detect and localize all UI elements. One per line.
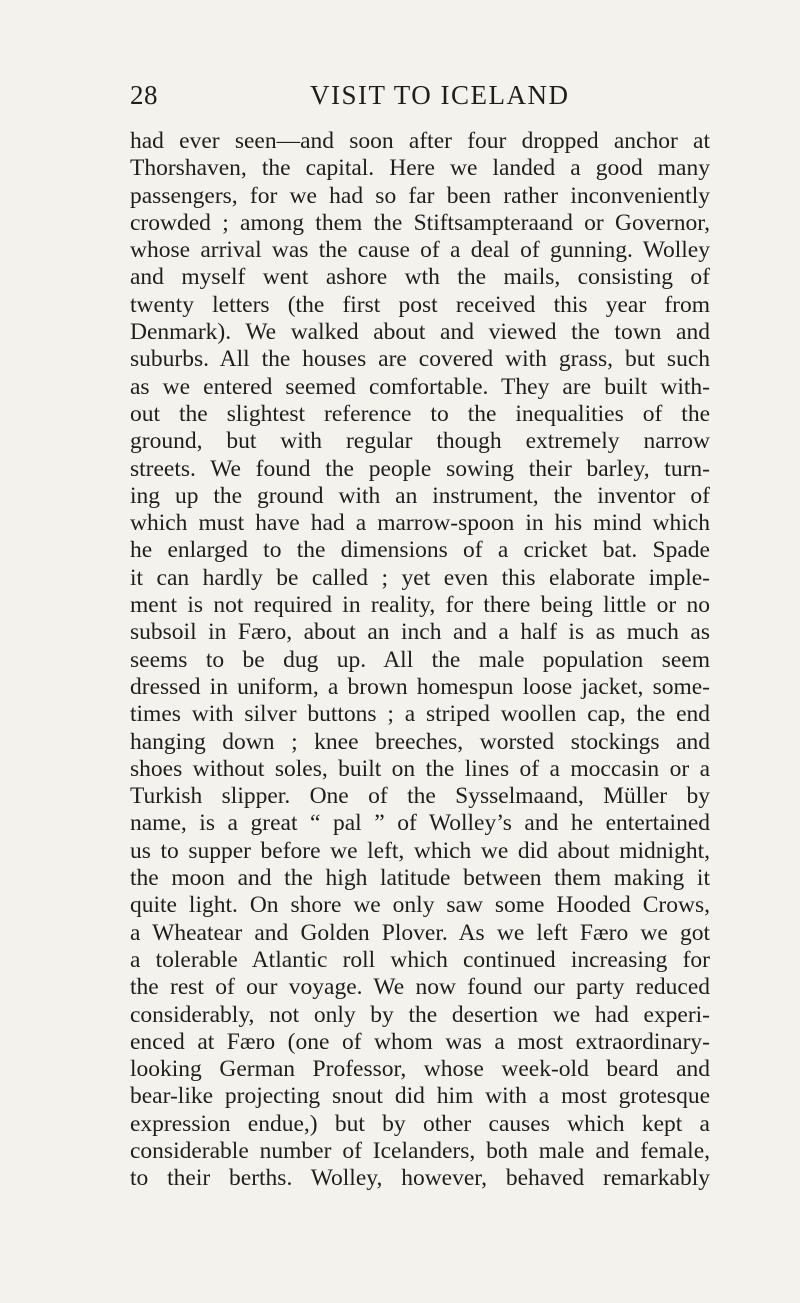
text-line: as we entered seemed comfortable. They are built with- [130, 373, 710, 400]
text-line: it can hardly be called ; yet even this elaborate imple- [130, 564, 710, 591]
text-line: times with silver buttons ; a striped woollen cap, the end [130, 701, 710, 728]
text-line: a tolerable Atlantic roll which continued increasing for [130, 946, 710, 973]
text-line: enced at Færo (one of whom was a most extraordinary- [130, 1028, 710, 1055]
text-line: shoes without soles, built on the lines of a moccasin or a [130, 755, 710, 782]
text-line: hanging down ; knee breeches, worsted stockings and [130, 728, 710, 755]
text-line: ing up the ground with an instrument, the inventor of [130, 482, 710, 509]
text-line: dressed in uniform, a brown homespun loose jacket, some- [130, 673, 710, 700]
text-line: the rest of our voyage. We now found our party reduced [130, 974, 710, 1001]
text-line: out the slightest reference to the inequalities of the [130, 400, 710, 427]
body-text [130, 128, 710, 1193]
text-line: quite light. On shore we only saw some Hooded Crows, [130, 892, 710, 919]
text-line: he enlarged to the dimensions of a cricket bat. Spade [130, 537, 710, 564]
text-line: ground, but with regular though extremely narrow [130, 428, 710, 455]
text-line: bear-like projecting snout did him with a most grotesque [130, 1083, 710, 1110]
text-line: which must have had a marrow-spoon in his mind which [130, 510, 710, 537]
running-title: VISIT TO ICELAND [310, 80, 570, 110]
text-line: us to supper before we left, which we did about midnight, [130, 837, 710, 864]
page-number: 28 [130, 80, 158, 110]
text-line: whose arrival was the cause of a deal of gunning. Wolley [130, 237, 710, 264]
text-line: looking German Professor, whose week-old beard and [130, 1056, 710, 1083]
text-line: Thorshaven, the capital. Here we landed a good many [130, 155, 710, 182]
text-line: twenty letters (the first post received this year from [130, 291, 710, 318]
text-line: the moon and the high latitude between them making it [130, 865, 710, 892]
text-line: considerably, not only by the desertion we had experi- [130, 1001, 710, 1028]
text-line: streets. We found the people sowing their barley, turn- [130, 455, 710, 482]
text-line: subsoil in Færo, about an inch and a half is as much as [130, 619, 710, 646]
text-line: expression endue,) but by other causes which kept a [130, 1110, 710, 1137]
text-line: and myself went ashore wth the mails, consisting of [130, 264, 710, 291]
text-line: a Wheatear and Golden Plover. As we left Færo we got [130, 919, 710, 946]
text-line: Turkish slipper. One of the Sysselmaand, Müller by [130, 783, 710, 810]
text-line: seems to be dug up. All the male population seem [130, 646, 710, 673]
text-line: had ever seen—and soon after four dropped anchor at [130, 128, 710, 154]
text-line: suburbs. All the houses are covered with grass, but such [130, 346, 710, 373]
text-line: passengers, for we had so far been rather inconveniently [130, 182, 710, 209]
text-line: crowded ; among them the Stiftsampteraand or Governor, [130, 209, 710, 236]
page-header [130, 80, 710, 120]
text-line: to their berths. Wolley, however, behaved remarkably [130, 1165, 710, 1192]
text-line: Denmark). We walked about and viewed the town and [130, 319, 710, 346]
text-line: ment is not required in reality, for there being little or no [130, 592, 710, 619]
text-line: considerable number of Icelanders, both male and female, [130, 1137, 710, 1164]
text-line: name, is a great “ pal ” of Wolley’s and he entertained [130, 810, 710, 837]
